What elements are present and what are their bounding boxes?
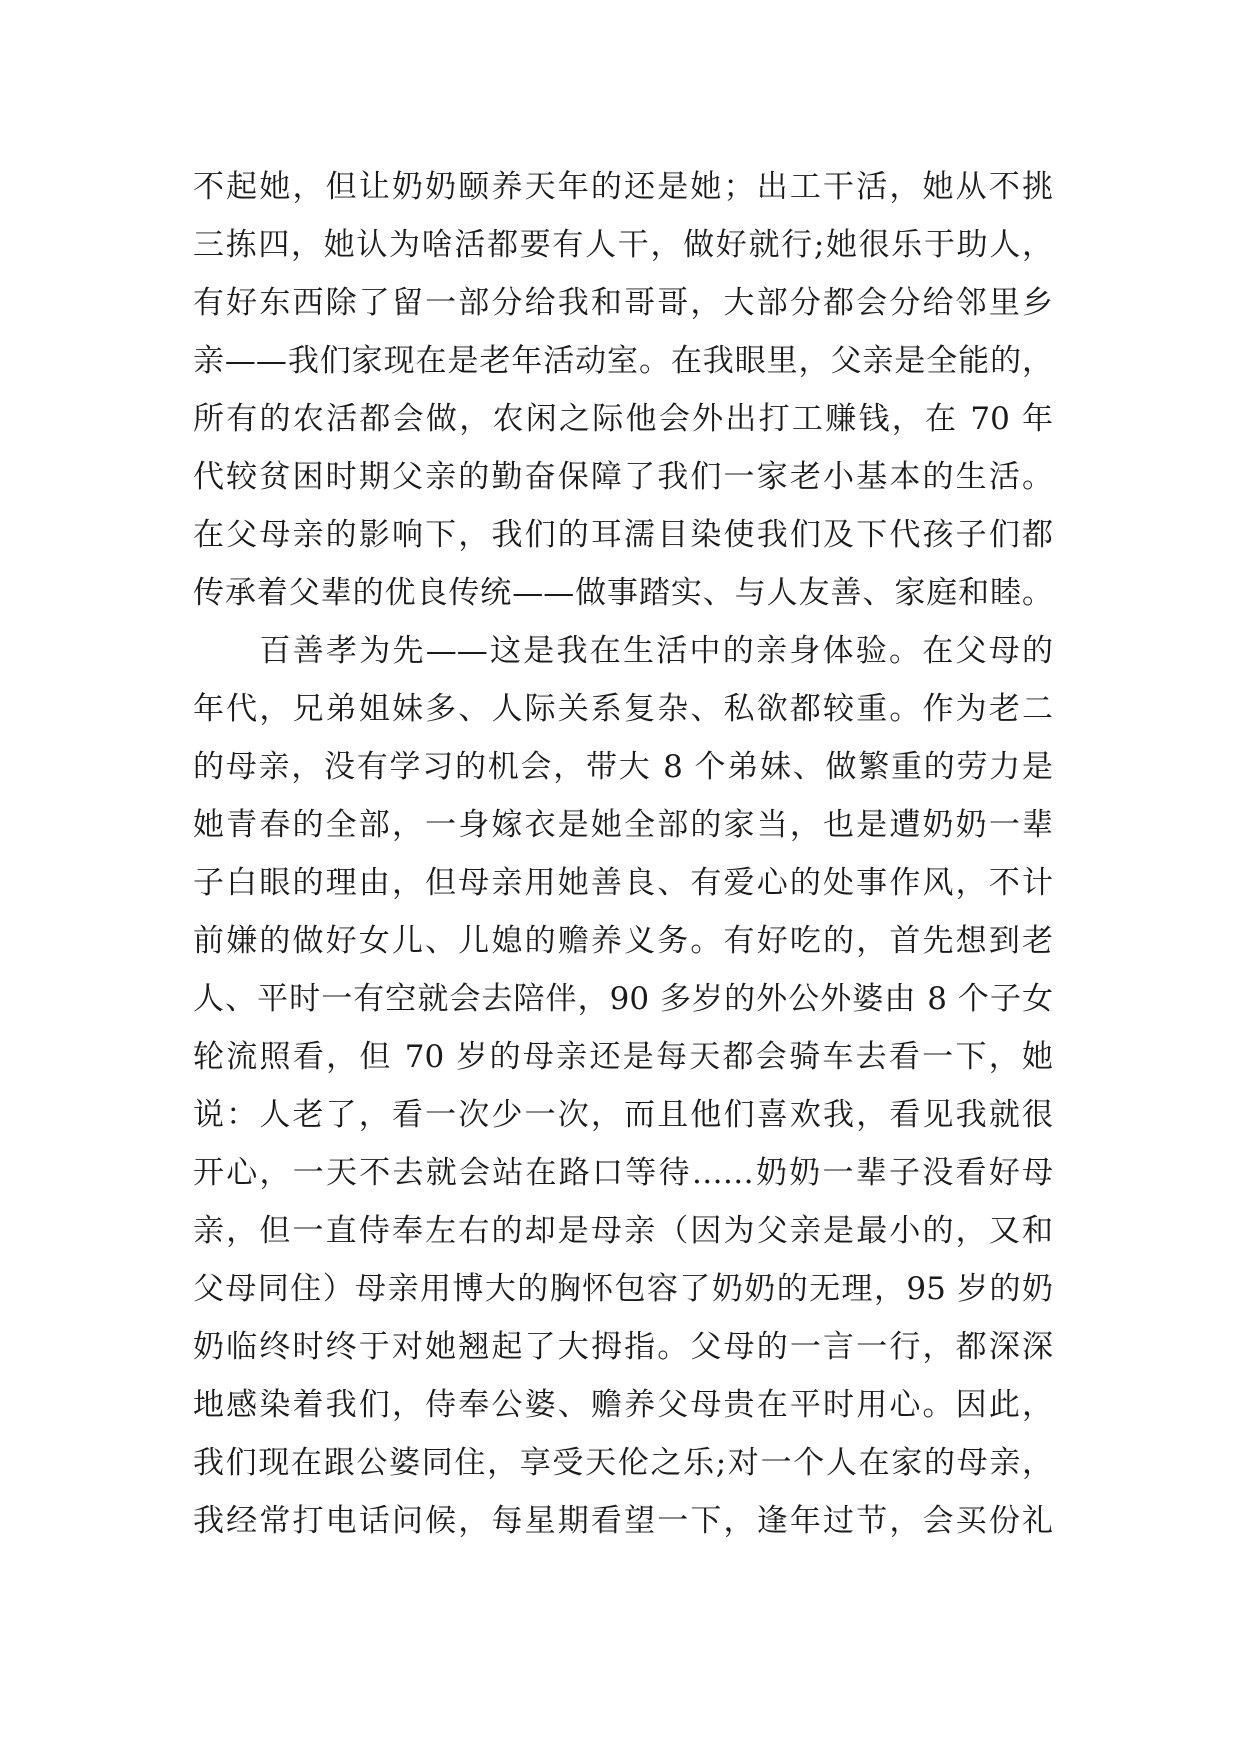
text-line: 三拣四，她认为啥活都要有人干，做好就行;她很乐于助人， (193, 227, 1053, 263)
text-line: 开心，一天不去就会站在路口等待……奶奶一辈子没看好母 (193, 1155, 1053, 1191)
text-line: 轮流照看，但 70 岁的母亲还是每天都会骑车去看一下，她 (193, 1039, 1053, 1075)
text-line: 她青春的全部，一身嫁衣是她全部的家当，也是遭奶奶一辈 (193, 807, 1053, 843)
text-line: 奶临终时终于对她翘起了大拇指。父母的一言一行，都深深 (193, 1329, 1053, 1365)
text-line: 亲，但一直侍奉左右的却是母亲（因为父亲是最小的，又和 (193, 1213, 1053, 1249)
text-line: 的母亲，没有学习的机会，带大 8 个弟妹、做繁重的劳力是 (193, 749, 1053, 785)
text-line: 有好东西除了留一部分给我和哥哥，大部分都会分给邻里乡 (193, 285, 1053, 321)
text-line: 代较贫困时期父亲的勤奋保障了我们一家老小基本的生活。 (193, 459, 1053, 495)
text-line: 所有的农活都会做，农闲之际他会外出打工赚钱，在 70 年 (193, 401, 1053, 437)
text-line: 不起她，但让奶奶颐养天年的还是她；出工干活，她从不挑 (193, 169, 1053, 205)
text-line: 地感染着我们，侍奉公婆、赡养父母贵在平时用心。因此， (193, 1387, 1053, 1423)
text-line: 人、平时一有空就会去陪伴，90 多岁的外公外婆由 8 个子女 (193, 981, 1053, 1017)
text-line: 年代，兄弟姐妹多、人际关系复杂、私欲都较重。作为老二 (193, 691, 1053, 727)
text-line: 百善孝为先——这是我在生活中的亲身体验。在父母的 (193, 633, 1053, 669)
text-line: 在父母亲的影响下，我们的耳濡目染使我们及下代孩子们都 (193, 517, 1053, 553)
body-text (193, 158, 1053, 1550)
text-line: 亲——我们家现在是老年活动室。在我眼里，父亲是全能的， (193, 343, 1053, 379)
text-line: 前嫌的做好女儿、儿媳的赡养义务。有好吃的，首先想到老 (193, 923, 1053, 959)
text-line: 父母同住）母亲用博大的胸怀包容了奶奶的无理，95 岁的奶 (193, 1271, 1053, 1307)
text-line: 传承着父辈的优良传统——做事踏实、与人友善、家庭和睦。 (193, 575, 1053, 611)
text-line: 说：人老了，看一次少一次，而且他们喜欢我，看见我就很 (193, 1097, 1053, 1133)
text-line: 我们现在跟公婆同住，享受天伦之乐;对一个人在家的母亲， (193, 1445, 1053, 1481)
text-line: 我经常打电话问候，每星期看望一下，逢年过节，会买份礼 (193, 1503, 1053, 1539)
text-line: 子白眼的理由，但母亲用她善良、有爱心的处事作风，不计 (193, 865, 1053, 901)
